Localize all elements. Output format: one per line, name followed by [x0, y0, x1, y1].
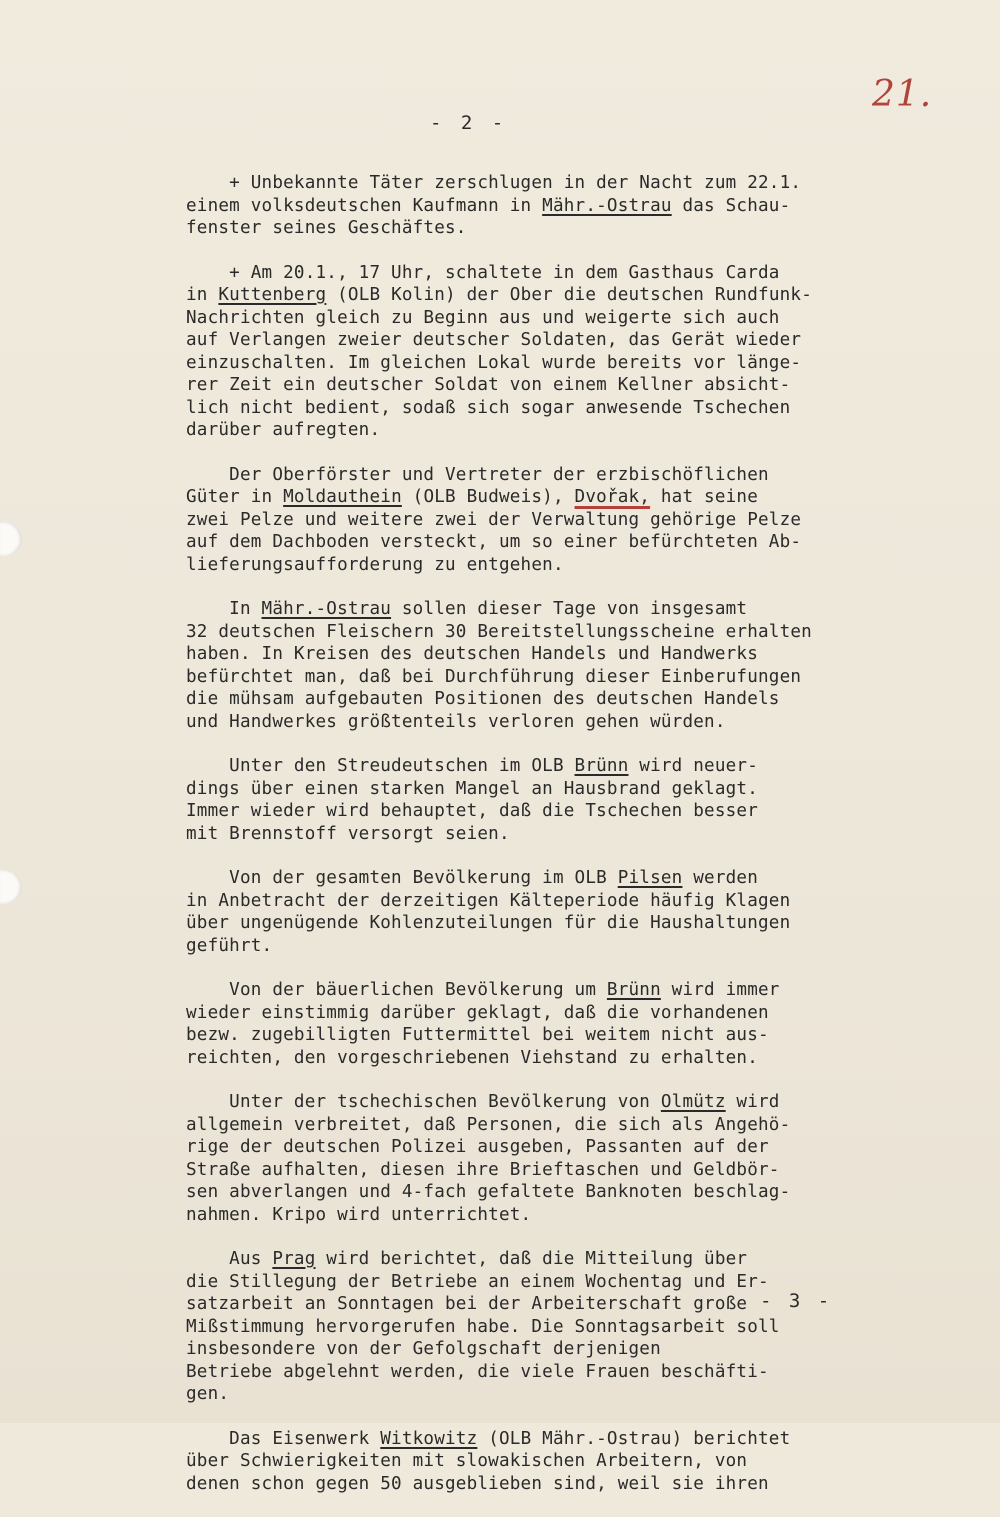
text-segment: Immer wieder wird behauptet, daß die Tschechen besser — [186, 801, 758, 821]
underlined-place-name: Moldauthein — [283, 487, 402, 507]
text-segment: wird neuer- — [628, 756, 759, 776]
text-segment: Unter den Streudeutschen im OLB — [186, 756, 575, 776]
text-line — [186, 1024, 906, 1047]
text-line — [186, 464, 906, 487]
text-segment: rige der deutschen Polizei ausgeben, Passanten auf der — [186, 1137, 769, 1157]
underlined-place-name: Kuttenberg — [218, 285, 327, 305]
text-line — [186, 755, 906, 778]
text-segment: wird immer — [660, 980, 780, 1000]
text-segment: sen abverlangen und 4-fach gefaltete Banknoten beschlag- — [186, 1182, 791, 1202]
underlined-place-name: Mähr.-Ostrau — [261, 599, 392, 619]
folio-mark: 21. — [872, 74, 933, 115]
underlined-place-name: Brünn — [574, 756, 629, 776]
text-line — [186, 912, 906, 935]
underlined-place-name: Olmütz — [660, 1092, 726, 1112]
text-line — [186, 979, 906, 1002]
text-line — [186, 1383, 906, 1406]
text-line — [186, 1450, 906, 1473]
text-line — [186, 172, 906, 195]
text-line — [186, 195, 906, 218]
text-line — [186, 1316, 906, 1339]
text-segment: darüber aufregten. — [186, 420, 381, 440]
text-segment: Güter in — [186, 487, 284, 507]
text-segment: In — [186, 599, 262, 619]
text-line — [186, 1473, 906, 1496]
punch-hole — [0, 522, 22, 556]
text-segment: und Handwerkes größtenteils verloren gehen würden. — [186, 711, 726, 732]
text-segment: Von der gesamten Bevölkerung im OLB — [186, 868, 618, 888]
text-line — [186, 1136, 906, 1159]
text-line — [186, 307, 906, 330]
text-segment: (OLB Mähr.-Ostrau) berichtet — [477, 1428, 791, 1449]
text-segment: fenster seines Geschäftes. — [186, 218, 467, 238]
text-line — [186, 666, 906, 689]
paragraph — [186, 755, 906, 845]
paragraph — [186, 1248, 906, 1406]
text-segment: die Stillegung der Betriebe an einem Wochentag und Er- — [186, 1271, 769, 1292]
text-segment: über Schwierigkeiten mit slowakischen Arbeitern, von — [186, 1451, 748, 1471]
text-line — [186, 688, 906, 711]
text-segment: denen schon gegen 50 ausgeblieben sind, weil sie ihren — [186, 1473, 769, 1494]
text-segment: wird berichtet, daß die Mitteilung über — [315, 1249, 748, 1269]
paragraph — [186, 867, 906, 957]
text-segment: Aus — [186, 1249, 273, 1269]
text-segment: geführt. — [186, 935, 273, 956]
underlined-place-name: Pilsen — [617, 868, 683, 888]
text-segment: haben. In Kreisen des deutschen Handels und Handwerks — [186, 644, 758, 664]
text-segment: in Anbetracht der derzeitigen Kälteperiode häufig Klagen — [186, 890, 791, 911]
text-segment: die mühsam aufgebauten Positionen des deutschen Handels — [186, 689, 780, 709]
text-line — [186, 352, 906, 375]
text-segment: befürchtet man, daß bei Durchführung dieser Einberufungen — [186, 666, 802, 687]
text-line — [186, 643, 906, 666]
text-segment: lich nicht bedient, sodaß sich sogar anwesende Tschechen — [186, 397, 791, 418]
punch-hole — [0, 870, 22, 904]
text-segment: sollen dieser Tage von insgesamt — [391, 599, 748, 619]
text-segment: wird — [725, 1092, 780, 1112]
text-segment: in — [186, 285, 219, 305]
underlined-place-name: Prag — [272, 1249, 316, 1269]
text-line — [186, 1204, 906, 1227]
text-segment: Betriebe abgelehnt werden, die viele Frauen beschäfti- — [186, 1361, 769, 1382]
text-segment: (OLB Kolin) der Ober die deutschen Rundfunk- — [326, 285, 812, 305]
text-segment: lieferungsaufforderung zu entgehen. — [186, 554, 564, 575]
text-segment: auf Verlangen zweier deutscher Soldaten, das Gerät wieder — [186, 330, 802, 350]
text-line — [186, 800, 906, 823]
page-number: - 2 - — [430, 112, 508, 134]
text-line — [186, 1114, 906, 1137]
text-segment: über ungenügende Kohlenzuteilungen für die Haushaltungen — [186, 913, 791, 933]
text-line — [186, 554, 906, 577]
text-segment: Nachrichten gleich zu Beginn aus und weigerte sich auch — [186, 307, 780, 328]
text-line — [186, 1002, 906, 1025]
text-segment: dings über einen starken Mangel an Hausbrand geklagt. — [186, 778, 758, 799]
text-segment: (OLB Budweis), — [401, 487, 575, 507]
paragraph — [186, 1428, 906, 1496]
underlined-place-name: Mähr.-Ostrau — [542, 195, 672, 216]
text-segment: 32 deutschen Fleischern 30 Bereitstellungsscheine erhalten — [186, 621, 812, 642]
text-line — [186, 1159, 906, 1182]
text-segment: satzarbeit an Sonntagen bei der Arbeiterschaft große — [186, 1294, 748, 1314]
paragraph — [186, 979, 906, 1069]
text-line — [186, 1047, 906, 1070]
paragraph — [186, 464, 906, 577]
text-line — [186, 935, 906, 958]
text-segment: Mißstimmung hervorgerufen habe. Die Sonntagsarbeit soll — [186, 1316, 780, 1337]
text-line — [186, 217, 906, 240]
text-segment: + Unbekannte Täter zerschlugen in der Nacht zum 22.1. — [186, 173, 802, 193]
text-segment: Von der bäuerlichen Bevölkerung um — [186, 980, 607, 1000]
text-segment: insbesondere von der Gefolgschaft derjenigen — [186, 1339, 661, 1359]
paragraph — [186, 172, 906, 240]
text-segment: einem volksdeutschen Kaufmann in — [186, 195, 543, 216]
text-line — [186, 778, 906, 801]
text-line — [186, 1091, 906, 1114]
text-line — [186, 621, 906, 644]
text-segment: werden — [682, 868, 759, 888]
document-body — [186, 172, 906, 1517]
text-line — [186, 867, 906, 890]
text-line — [186, 711, 906, 734]
text-line — [186, 419, 906, 442]
text-segment: hat seine — [650, 487, 759, 507]
text-line — [186, 486, 906, 509]
text-line — [186, 1181, 906, 1204]
text-segment: das Schau- — [671, 195, 791, 216]
text-segment: nahmen. Kripo wird unterrichtet. — [186, 1204, 532, 1225]
text-segment: zwei Pelze und weitere zwei der Verwaltung gehörige Pelze — [186, 509, 802, 530]
text-segment: bezw. zugebilligten Futtermittel bei weitem nicht aus- — [186, 1025, 769, 1045]
continuation-mark: - 3 - — [760, 1290, 833, 1312]
text-line — [186, 329, 906, 352]
text-line — [186, 1338, 906, 1361]
red-underlined-name: Dvořak, — [574, 487, 651, 507]
text-line — [186, 1428, 906, 1451]
text-segment: + Am 20.1., 17 Uhr, schaltete in dem Gasthaus Carda — [186, 262, 780, 283]
underlined-place-name: Brünn — [606, 980, 661, 1000]
text-line — [186, 509, 906, 532]
text-segment: reichten, den vorgeschriebenen Viehstand zu erhalten. — [186, 1047, 758, 1068]
paragraph — [186, 598, 906, 733]
text-segment: auf dem Dachboden versteckt, um so einer befürchteten Ab- — [186, 532, 802, 552]
paragraph — [186, 262, 906, 442]
text-line — [186, 262, 906, 285]
text-segment: Straße aufhalten, diesen ihre Brieftaschen und Geldbör- — [186, 1159, 780, 1180]
paragraph — [186, 1091, 906, 1226]
text-line — [186, 531, 906, 554]
text-segment: Unter der tschechischen Bevölkerung von — [186, 1092, 661, 1112]
text-line — [186, 823, 906, 846]
text-segment: mit Brennstoff versorgt seien. — [186, 823, 510, 844]
text-line — [186, 284, 906, 307]
text-segment: einzuschalten. Im gleichen Lokal wurde bereits vor länge- — [186, 352, 802, 373]
text-line — [186, 1248, 906, 1271]
text-segment: Der Oberförster und Vertreter der erzbischöflichen — [186, 464, 769, 485]
text-line — [186, 397, 906, 420]
text-line — [186, 890, 906, 913]
text-segment: Das Eisenwerk — [186, 1428, 381, 1449]
underlined-place-name: Witkowitz — [380, 1428, 478, 1449]
text-segment: rer Zeit ein deutscher Soldat von einem Kellner absicht- — [186, 375, 791, 395]
text-line — [186, 374, 906, 397]
text-line — [186, 1361, 906, 1384]
text-segment: gen. — [186, 1384, 230, 1404]
text-line — [186, 598, 906, 621]
text-segment: wieder einstimmig darüber geklagt, daß die vorhandenen — [186, 1002, 769, 1023]
text-segment: allgemein verbreitet, daß Personen, die sich als Angehö- — [186, 1114, 791, 1135]
